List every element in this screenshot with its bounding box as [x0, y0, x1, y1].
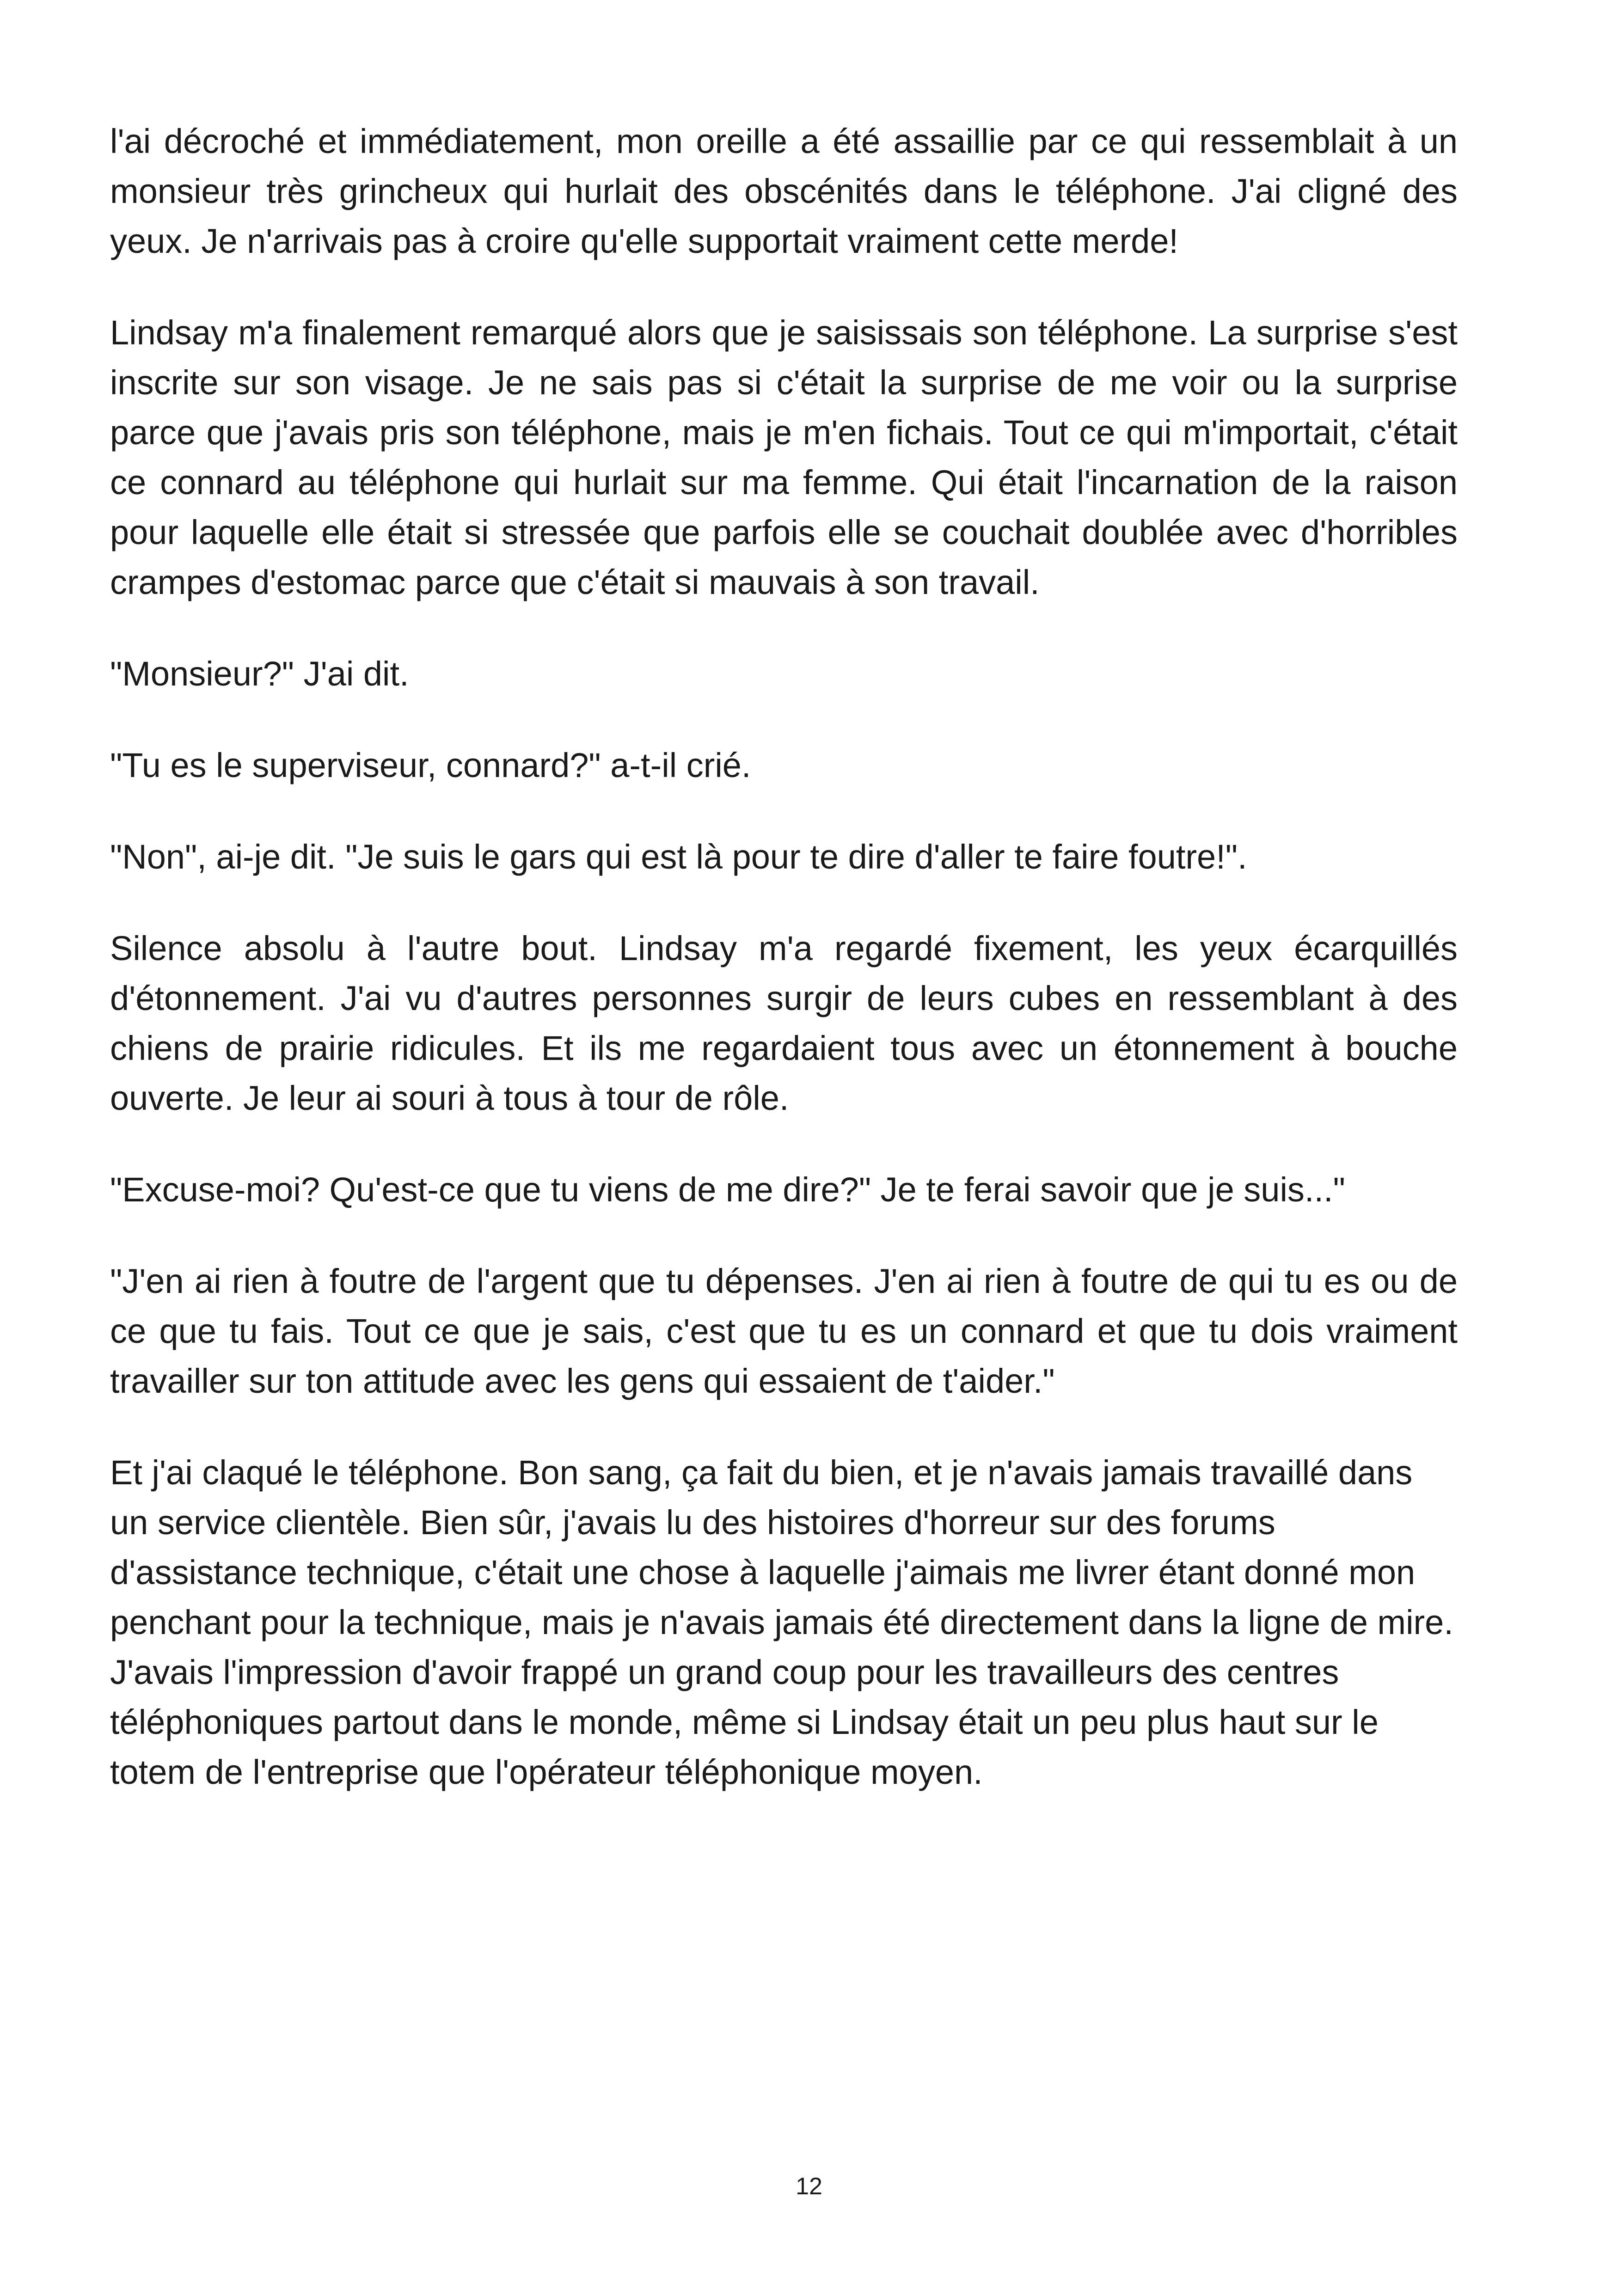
paragraph-8: "J'en ai rien à foutre de l'argent que tu dépenses. J'en ai rien à foutre de qui tu es ou de ce que tu fais. Tout ce que je sais, c'est que tu es un connard et que tu dois vraiment travailler sur ton attitude avec les gens qui essaient de t'aider.": [110, 1262, 1458, 1400]
paragraph-7: "Excuse-moi? Qu'est-ce que tu viens de me dire?" Je te ferai savoir que je suis...": [110, 1170, 1345, 1209]
paragraph-6: Silence absolu à l'autre bout. Lindsay m'a regardé fixement, les yeux écarquillés d'étonnement. J'ai vu d'autres personnes surgir de leurs cubes en ressemblant à des chiens de prairie ridicules. Et ils me regardaient tous avec un étonnement à bouche ouverte. Je leur ai souri à tous à tour de rôle.: [110, 929, 1458, 1117]
body-text: [110, 116, 1458, 1839]
paragraph-4: "Tu es le superviseur, connard?" a-t-il crié.: [110, 746, 751, 784]
paragraph-5: "Non", ai-je dit. "Je suis le gars qui est là pour te dire d'aller te faire foutre!".: [110, 838, 1247, 876]
paragraph-2: Lindsay m'a finalement remarqué alors que je saisissais son téléphone. La surprise s'est inscrite sur son visage. Je ne sais pas si c'était la surprise de me voir ou la surprise parce que j'avais pris son téléphone, mais je m'en fichais. Tout ce qui m'importait, c'était ce connard au téléphone qui hurlait sur ma femme. Qui était l'incarnation de la raison pour laquelle elle était si stressée que parfois elle se couchait doublée avec d'horribles crampes d'estomac parce que c'était si mauvais à son travail.: [110, 313, 1458, 601]
paragraph-9: Et j'ai claqué le téléphone. Bon sang, ça fait du bien, et je n'avais jamais travaillé dans un service clientèle. Bien sûr, j'avais lu des histoires d'horreur sur des forums d'assistance technique, c'était une chose à laquelle j'aimais me livrer étant donné mon penchant pour la technique, mais je n'avais jamais été directement dans la ligne de mire. J'avais l'impression d'avoir frappé un grand coup pour les travailleurs des centres téléphoniques partout dans le monde, même si Lindsay était un peu plus haut sur le totem de l'entreprise que l'opérateur téléphonique moyen.: [110, 1453, 1453, 1791]
page-number: 12: [796, 2173, 822, 2200]
paragraph-3: "Monsieur?" J'ai dit.: [110, 655, 409, 693]
paragraph-1: l'ai décroché et immédiatement, mon oreille a été assaillie par ce qui ressemblait à un monsieur très grincheux qui hurlait des obscénités dans le téléphone. J'ai cligné des yeux. Je n'arrivais pas à croire qu'elle supportait vraiment cette merde!: [110, 122, 1458, 260]
